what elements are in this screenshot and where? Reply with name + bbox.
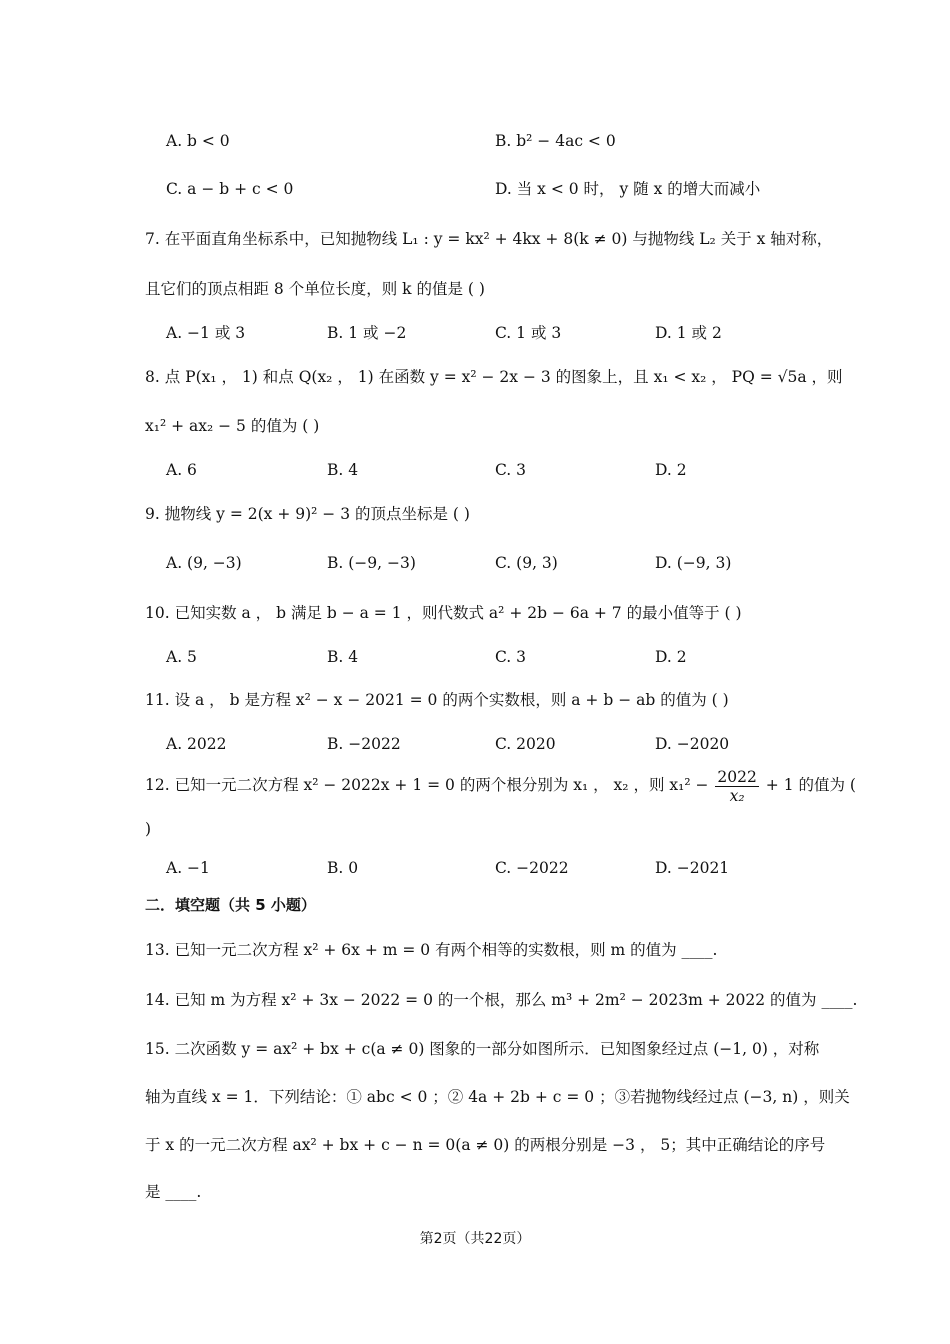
q15-text-line3: 于 x 的一元二次方程 ax² + bx + c − n = 0(a ≠ 0) 的两根分别是 −3 ， 5；其中正确结论的序号 <box>145 1136 826 1154</box>
page-footer: 第2页（共22页） <box>419 1231 531 1247</box>
q9-option-c: C. (9, 3) <box>495 554 558 572</box>
q12-option-c: C. −2022 <box>495 859 569 877</box>
q7-option-c: C. 1 或 3 <box>495 324 562 342</box>
q7-option-a: A. −1 或 3 <box>166 324 246 342</box>
q15-text-line2: 轴为直线 x = 1．下列结论：① abc < 0 ；② 4a + 2b + c = 0 ；③若抛物线经过点 (−3, n) ，则关 <box>145 1088 850 1106</box>
q15-text-line4: 是 ____. <box>145 1183 202 1201</box>
q12-fraction <box>715 768 758 805</box>
q7-option-d: D. 1 或 2 <box>655 324 722 342</box>
q9-option-d: D. (−9, 3) <box>655 554 732 572</box>
q12-option-d: D. −2021 <box>655 859 730 877</box>
q12-text-line2: ) <box>145 820 152 838</box>
section-heading-fill-in: 二．填空题（共 5 小题） <box>145 896 316 914</box>
q7-option-b: B. 1 或 −2 <box>327 324 407 342</box>
q11-option-b: B. −2022 <box>327 735 401 753</box>
q8-option-c: C. 3 <box>495 461 527 479</box>
q10-text-line1: 10. 已知实数 a ， b 满足 b − a = 1 ，则代数式 a² + 2b − 6a + 7 的最小值等于 ( ) <box>145 604 742 622</box>
q7-text-line1: 7. 在平面直角坐标系中，已知抛物线 L₁ : y = kx² + 4kx + 8(k ≠ 0) 与抛物线 L₂ 关于 x 轴对称， <box>145 230 833 248</box>
q12-fraction-numerator: 2022 <box>717 767 757 786</box>
q11-option-a: A. 2022 <box>166 735 227 753</box>
q6-option-c: C. a − b + c < 0 <box>166 180 294 198</box>
q10-option-b: B. 4 <box>327 648 359 666</box>
q8-text-line2: x₁² + ax₂ − 5 的值为 ( ) <box>145 417 320 435</box>
q10-option-a: A. 5 <box>166 648 197 666</box>
q6-option-a: A. b < 0 <box>166 132 230 150</box>
q8-option-b: B. 4 <box>327 461 359 479</box>
q10-option-d: D. 2 <box>655 648 687 666</box>
q12-option-b: B. 0 <box>327 859 359 877</box>
q12-fraction-denominator: x₂ <box>729 786 745 805</box>
q14-text-line1: 14. 已知 m 为方程 x² + 3x − 2022 = 0 的一个根，那么 m³ + 2m² − 2023m + 2022 的值为 ____. <box>145 991 858 1009</box>
q6-option-b: B. b² − 4ac < 0 <box>495 132 616 150</box>
q12-option-a: A. −1 <box>166 859 210 877</box>
q7-text-line2: 且它们的顶点相距 8 个单位长度，则 k 的值是 ( ) <box>145 280 485 298</box>
q8-option-a: A. 6 <box>166 461 197 479</box>
q9-option-b: B. (−9, −3) <box>327 554 416 572</box>
q13-text-line1: 13. 已知一元二次方程 x² + 6x + m = 0 有两个相等的实数根，则 m 的值为 ____. <box>145 941 718 959</box>
q9-option-a: A. (9, −3) <box>166 554 242 572</box>
q15-text-line1: 15. 二次函数 y = ax² + bx + c(a ≠ 0) 图象的一部分如图所示．已知图象经过点 (−1, 0) ，对称 <box>145 1040 820 1058</box>
q6-option-d: D. 当 x < 0 时， y 随 x 的增大而减小 <box>495 180 761 198</box>
q12-text-post: + 1 的值为 ( <box>765 776 856 794</box>
q8-text-line1: 8. 点 P(x₁ ， 1) 和点 Q(x₂ ， 1) 在函数 y = x² − 2x − 3 的图象上，且 x₁ < x₂ ， PQ = √5a ，则 <box>145 368 843 386</box>
q8-option-d: D. 2 <box>655 461 687 479</box>
q9-text-line1: 9. 抛物线 y = 2(x + 9)² − 3 的顶点坐标是 ( ) <box>145 505 470 523</box>
q12-text-line1 <box>145 765 856 805</box>
q10-option-c: C. 3 <box>495 648 527 666</box>
q12-text-pre: 12. 已知一元二次方程 x² − 2022x + 1 = 0 的两个根分别为 x₁ ， x₂ ，则 x₁² − <box>145 776 709 794</box>
q11-text-line1: 11. 设 a ， b 是方程 x² − x − 2021 = 0 的两个实数根，则 a + b − ab 的值为 ( ) <box>145 691 729 709</box>
q11-option-c: C. 2020 <box>495 735 556 753</box>
q11-option-d: D. −2020 <box>655 735 730 753</box>
